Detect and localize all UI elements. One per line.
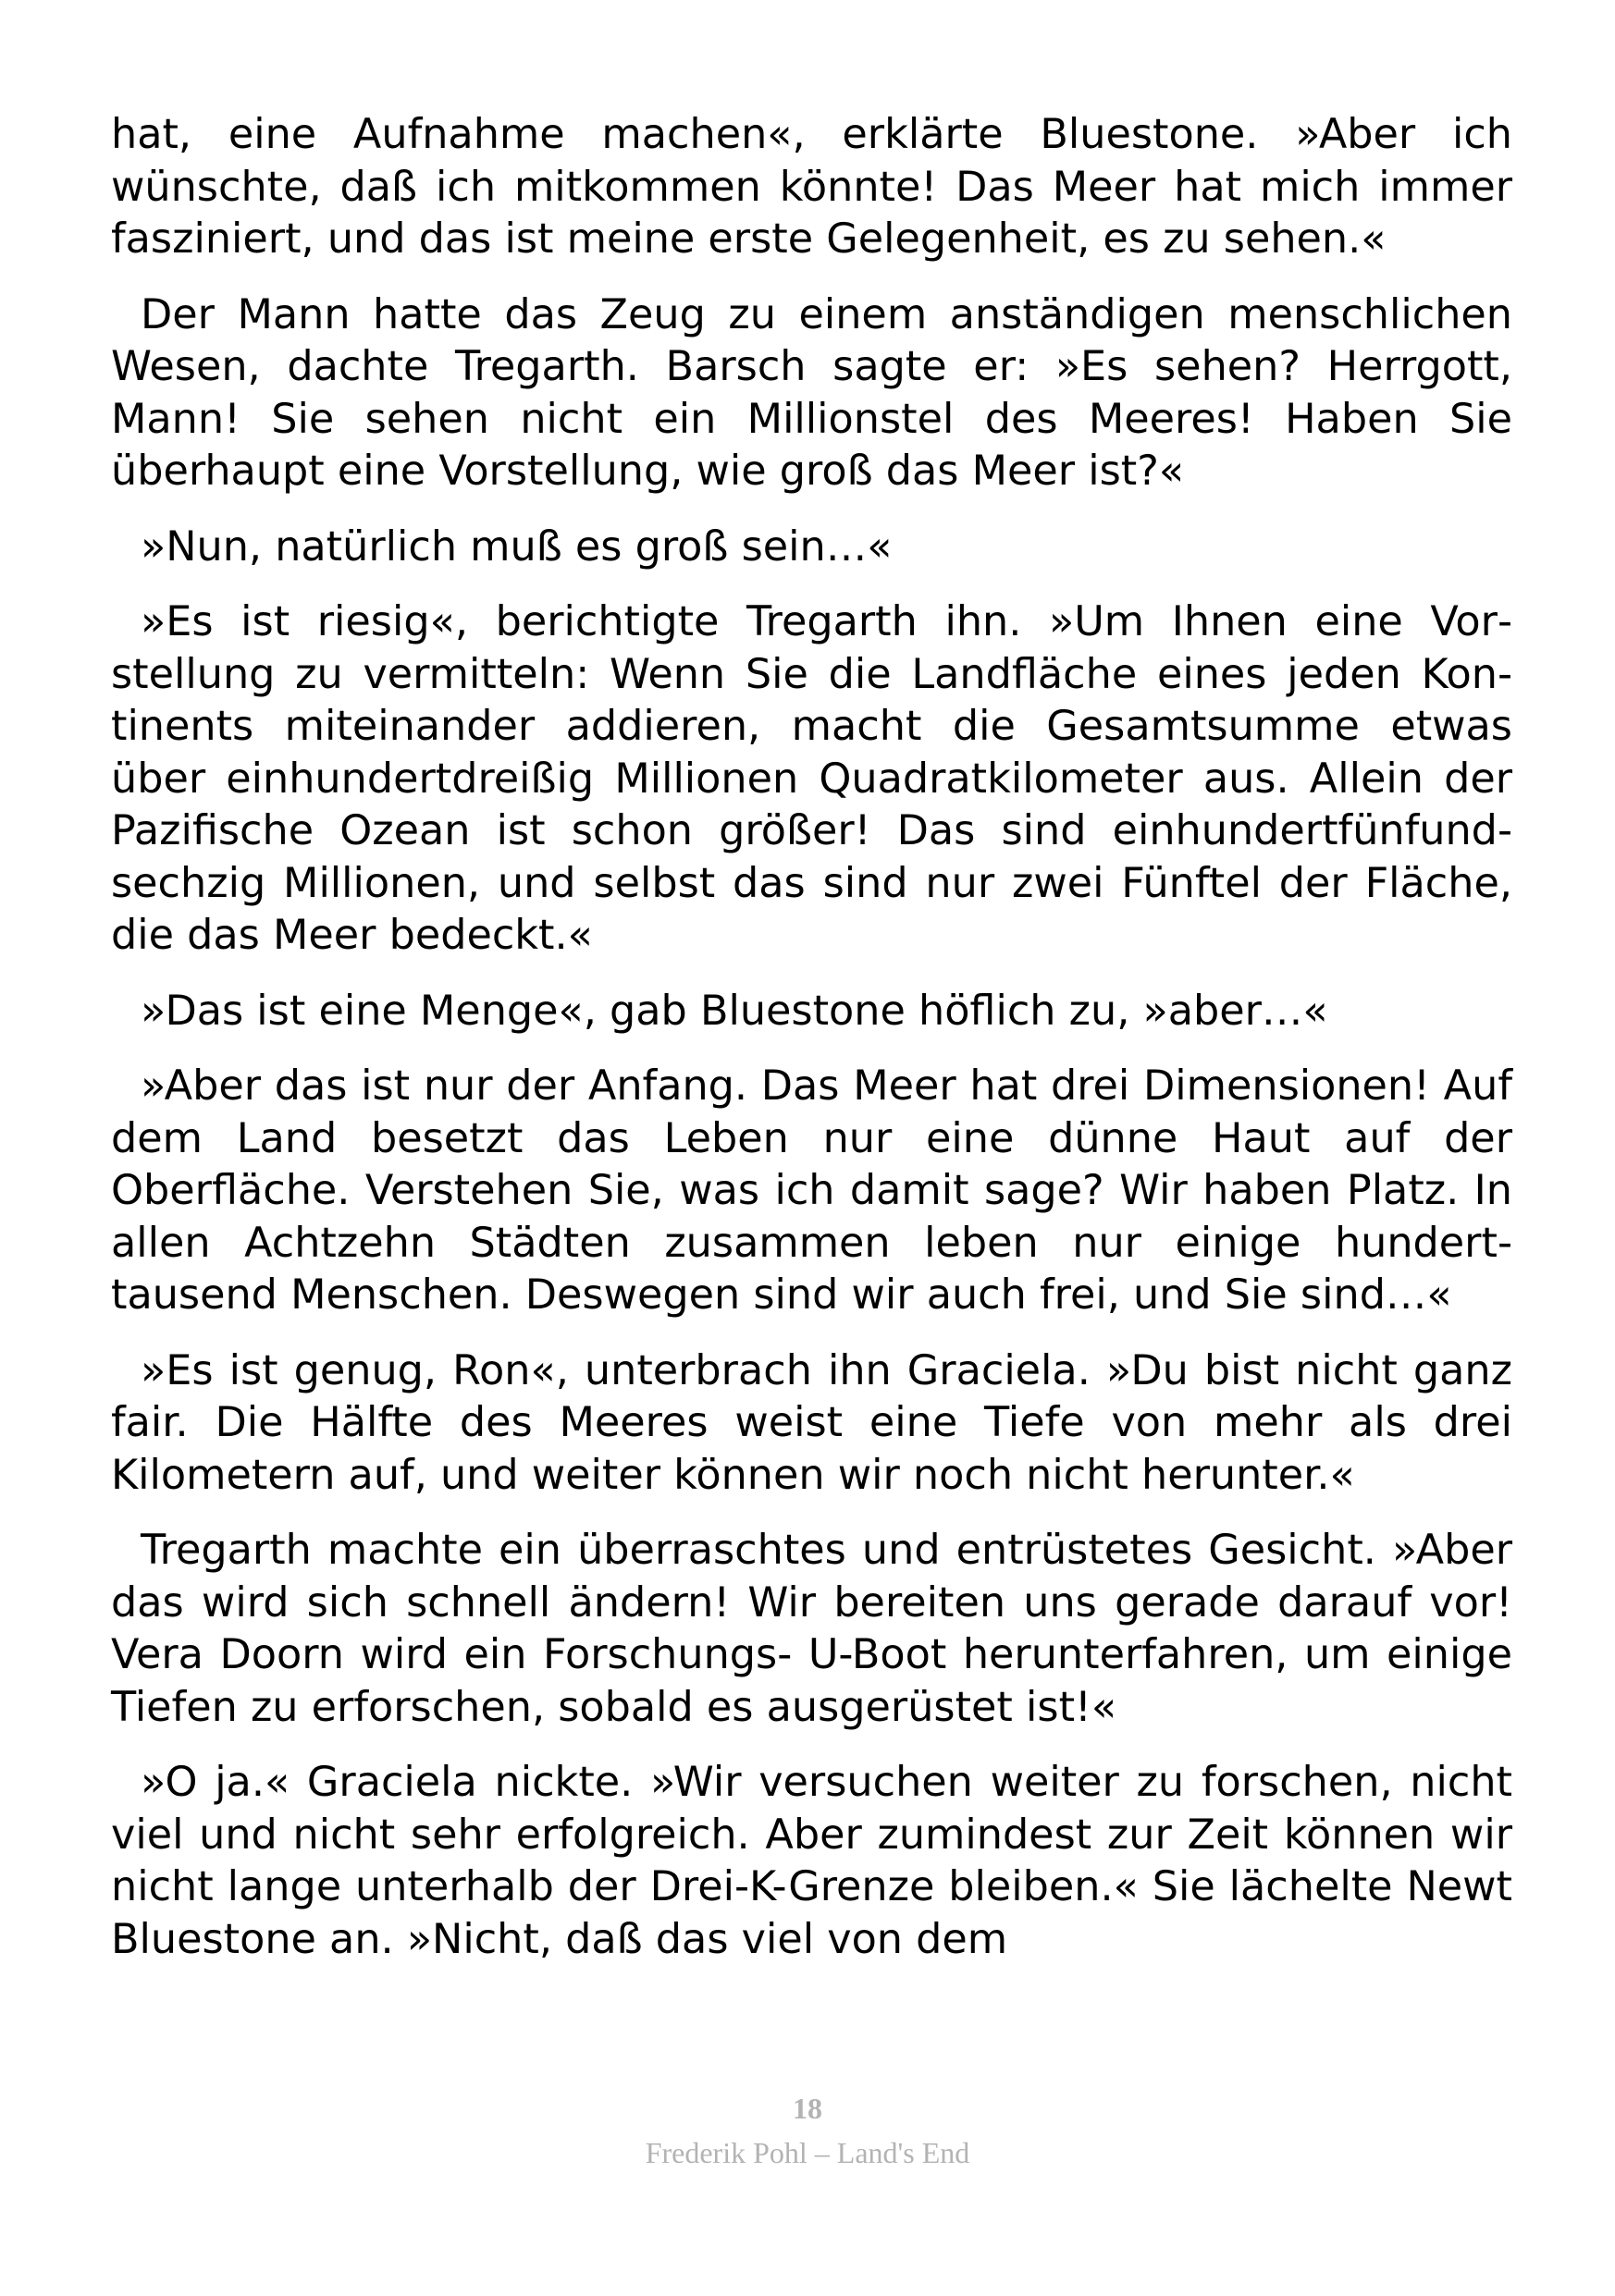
paragraph: »Es ist genug, Ron«, unterbrach ihn Graciela. »Du bist nicht ganz fair. Die Hälfte des Meeres weist eine Tiefe von mehr als drei Kilometern auf, und weiter können wir noch nicht herunter.« [111, 1346, 1512, 1499]
page-number: 18 [793, 2092, 822, 2125]
paragraph: »Nun, natürlich muß es groß sein…« [141, 522, 893, 571]
paragraph: hat, eine Aufnahme machen«, erklärte Bluestone. »Aber ich wünschte, daß ich mitkommen könnte! Das Meer hat mich immer fasziniert, und das ist meine erste Gelegenheit, es zu sehen.« [111, 111, 1512, 263]
paragraph: »Aber das ist nur der Anfang. Das Meer hat drei Dimensionen! Auf dem Land besetzt das Leben nur eine dünne Haut auf der Oberfläche. Verstehen Sie, was ich damit sage? Wir haben Platz. In allen Achtzehn Städten zusammen leben nur einige hunderttausend Menschen. Deswegen sind wir auch frei, und Sie sind…« [111, 1062, 1512, 1319]
paragraph: »Das ist eine Menge«, gab Bluestone höflich zu, »aber…« [141, 987, 1328, 1035]
paragraph: Tregarth machte ein überraschtes und entrüstetes Gesicht. »Aber das wird sich schnell ändern! Wir bereiten uns gerade darauf vor! Vera Doorn wird ein Forschungs- U-Boot herunterfahren, um einige Tiefen zu erforschen, sobald es ausgerüstet ist!« [111, 1527, 1512, 1731]
paragraph: Der Mann hatte das Zeug zu einem anständigen menschlichen Wesen, dachte Tregarth. Barsch sagte er: »Es sehen? Herrgott, Mann! Sie sehen nicht ein Millionstel des Meeres! Haben Sie überhaupt eine Vorstellung, wie groß das Meer ist?« [111, 290, 1512, 495]
body-text [111, 109, 1512, 1989]
paragraph: »Es ist riesig«, berichtigte Tregarth ihn. »Um Ihnen eine Vorstellung zu vermitteln: Wenn Sie die Landfläche eines jeden Kontinents miteinander addieren, macht die Gesamtsumme etwas über einhundertdreißig Millionen Quadratkilometer aus. Allein der Pazifische Ozean ist schon größer! Das sind einhundertfünfundsechzig Millionen, und selbst das sind nur zwei Fünftel der Fläche, die das Meer bedeckt.« [111, 598, 1512, 959]
paragraph: »O ja.« Graciela nickte. »Wir versuchen weiter zu forschen, nicht viel und nicht sehr erfolgreich. Aber zumindest zur Zeit können wir nicht lange unterhalb der Drei-K-Grenze bleiben.« Sie lächelte Newt Bluestone an. »Nicht, daß das viel von dem [111, 1759, 1512, 1963]
footer-book-title: Frederik Pohl – Land's End [645, 2136, 970, 2169]
